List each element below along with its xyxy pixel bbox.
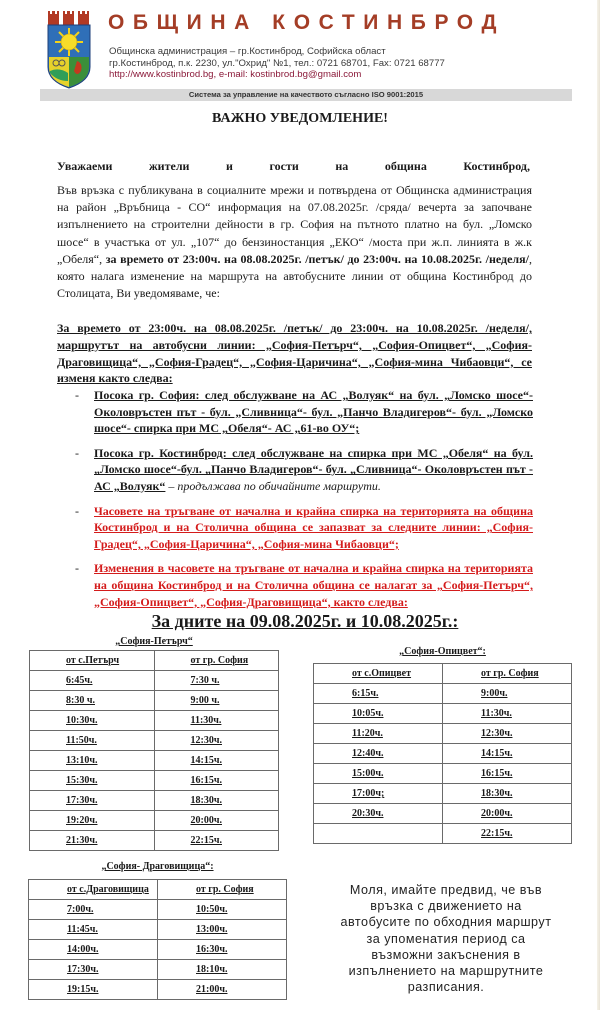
notice-title: ВАЖНО УВЕДОМЛЕНИЕ! (212, 111, 388, 126)
iso-banner: Система за управление на качеството съгласно ISO 9001:2015 (40, 89, 572, 101)
coat-of-arms-icon (47, 11, 91, 89)
table-header-row: от с.Петърч от гр. София (30, 651, 279, 671)
bullet-direction-sofia: - Посока гр. София: след обслужване на АС „Волуяк“ на бул. „Ломско шосе“- Околовръстен път - бул. „Сливница“- бул. „Панчо Владигеров“- бул. „Ломско шосе“- спирка при МС „Обеля“- АС „61-во ОУ“; (75, 388, 533, 436)
table-row: 19:15ч. 21:00ч. (29, 980, 287, 1000)
table-row: 8:30 ч. 9:00 ч. (30, 691, 279, 711)
table-row: 10:05ч. 11:30ч. (314, 704, 572, 724)
salutation-word: Уважаеми (57, 159, 113, 173)
intro-paragraph: Във връзка с публикувана в социалните мрежи и потвърдена от Общинска администрация на район „Връбница - СО“ информация на 07.08.2025г. /сряда/ вечерта за започване изпълнението на строителни дейности в гр. София на пътното платно на бул. „Ломско шосе“ в участъка от ул. „107“ до бензиностанция „ЕКО“ /моста при ж.п. линията в ж.к „Обеля“, за времето от 23:00ч. на 08.08.2025г. /петък/ до 23:00ч. на 10.08.2025г. /неделя/, която налага изменение на маршрута на автобусните линии от община Костинброд до Столицата, Ви уведомяваме, че: (57, 183, 532, 301)
salutation-word: жители (148, 159, 190, 173)
table-row: 17:00ч; 18:30ч. (314, 784, 572, 804)
table-row: 11:20ч. 12:30ч. (314, 724, 572, 744)
table-row: 14:00ч. 16:30ч. (29, 940, 287, 960)
schedule-title-petarch: „София-Петърч“ (115, 636, 193, 647)
table-row: 12:40ч. 14:15ч. (314, 744, 572, 764)
table-row: 6:45ч. 7:30 ч. (30, 671, 279, 691)
bullet-changed-lines: - Изменения в часовете на тръгване от начална и крайна спирка на територията на община Костинброд и на Столична община се налагат за „София-Петърч“, „София-Опицвет“, „София-Драговищица“, както следва: (75, 561, 533, 609)
days-heading: За дните на 09.08.2025г. и 10.08.2025г.: (151, 611, 459, 631)
address-line: Общинска администрация – гр.Костинброд, Софийска област (109, 46, 386, 57)
table-row: 15:00ч. 16:15ч. (314, 764, 572, 784)
salutation-word: гости (269, 159, 299, 173)
schedule-table-opitsvet (313, 663, 572, 844)
bullet-direction-kostinbrod: - Посока гр. Костинброд: след обслужване на спирка при МС „Обеля“ на бул. „Ломско шосе“-бул. „Панчо Владигеров“- бул. „Сливница“- Околовръстен път - АС „Волуяк“ – продължава по обичайните маршрути. (75, 445, 533, 493)
table-row: 17:30ч. 18:30ч. (30, 791, 279, 811)
table-header-row: от с.Драговищица от гр. София (29, 880, 287, 900)
table-row: 11:50ч. 12:30ч. (30, 731, 279, 751)
table-row: 11:45ч. 13:00ч. (29, 920, 287, 940)
salutation-word: Костинброд, (463, 159, 530, 173)
route-bullets (75, 387, 533, 618)
web-email-link[interactable]: http://www.kostinbrod.bg, e-mail: kostinbrod.bg@gmail.com (109, 69, 362, 80)
org-title: ОБЩИНА КОСТИНБРОД (108, 11, 506, 34)
bullet-unchanged-lines: - Часовете на тръгване от начална и крайна спирка на територията на община Костинброд и на Столична община се запазват за следните линии: „София-Градец“, „София-Царичина“, „София-мина Чибаовци“; (75, 503, 533, 551)
table-header-row: от с.Опицвет от гр. София (314, 664, 572, 684)
salutation-word: община (384, 159, 427, 173)
table-row: 10:30ч. 11:30ч. (30, 711, 279, 731)
route-change-paragraph: За времето от 23:00ч. на 08.08.2025г. /петък/ до 23:00ч. на 10.08.2025г. /неделя/, маршрутът на автобусни линии: „София-Петърч“, „София-Опицвет“, „София-Драговищица“, „София-Градец“, „София-Царичина“, „София-мина Чибаовци“, се изменя както следва: (57, 321, 532, 386)
salutation-word: и (226, 159, 233, 173)
salutation (57, 159, 530, 174)
schedule-table-petarch (29, 650, 279, 851)
table-row: 15:30ч. 16:15ч. (30, 771, 279, 791)
table-row: 6:15ч. 9:00ч. (314, 684, 572, 704)
delay-advisory: Моля, имайте предвид, че във връзка с движението на автобусите по обходния маршрут за упоменатия период са възможни закъснения в изпълнението на маршрутните разписания. (340, 883, 552, 995)
period-highlight: за времето от 23:00ч. на 08.08.2025г. /петък/ до 23:00ч. на 10.08.2025г. /неделя/ (105, 251, 529, 266)
table-row: 17:30ч. 18:10ч. (29, 960, 287, 980)
table-row: 13:10ч. 14:15ч. (30, 751, 279, 771)
salutation-word: на (335, 159, 349, 173)
table-row: 21:30ч. 22:15ч. (30, 831, 279, 851)
table-row: 19:20ч. 20:00ч. (30, 811, 279, 831)
table-row: 7:00ч. 10:50ч. (29, 900, 287, 920)
schedule-title-dragovishtitsa: „София- Драговищица“: (101, 861, 214, 872)
schedule-table-dragovishtitsa (28, 879, 287, 1000)
contact-line: гр.Костинброд, п.к. 2230, ул."Охрид" №1, тел.: 0721 68701, Fax: 0721 68777 (109, 58, 445, 69)
table-row: 20:30ч. 20:00ч. (314, 804, 572, 824)
table-row: 22:15ч. (314, 824, 572, 844)
schedule-title-opitsvet: „София-Опицвет“: (399, 646, 486, 657)
